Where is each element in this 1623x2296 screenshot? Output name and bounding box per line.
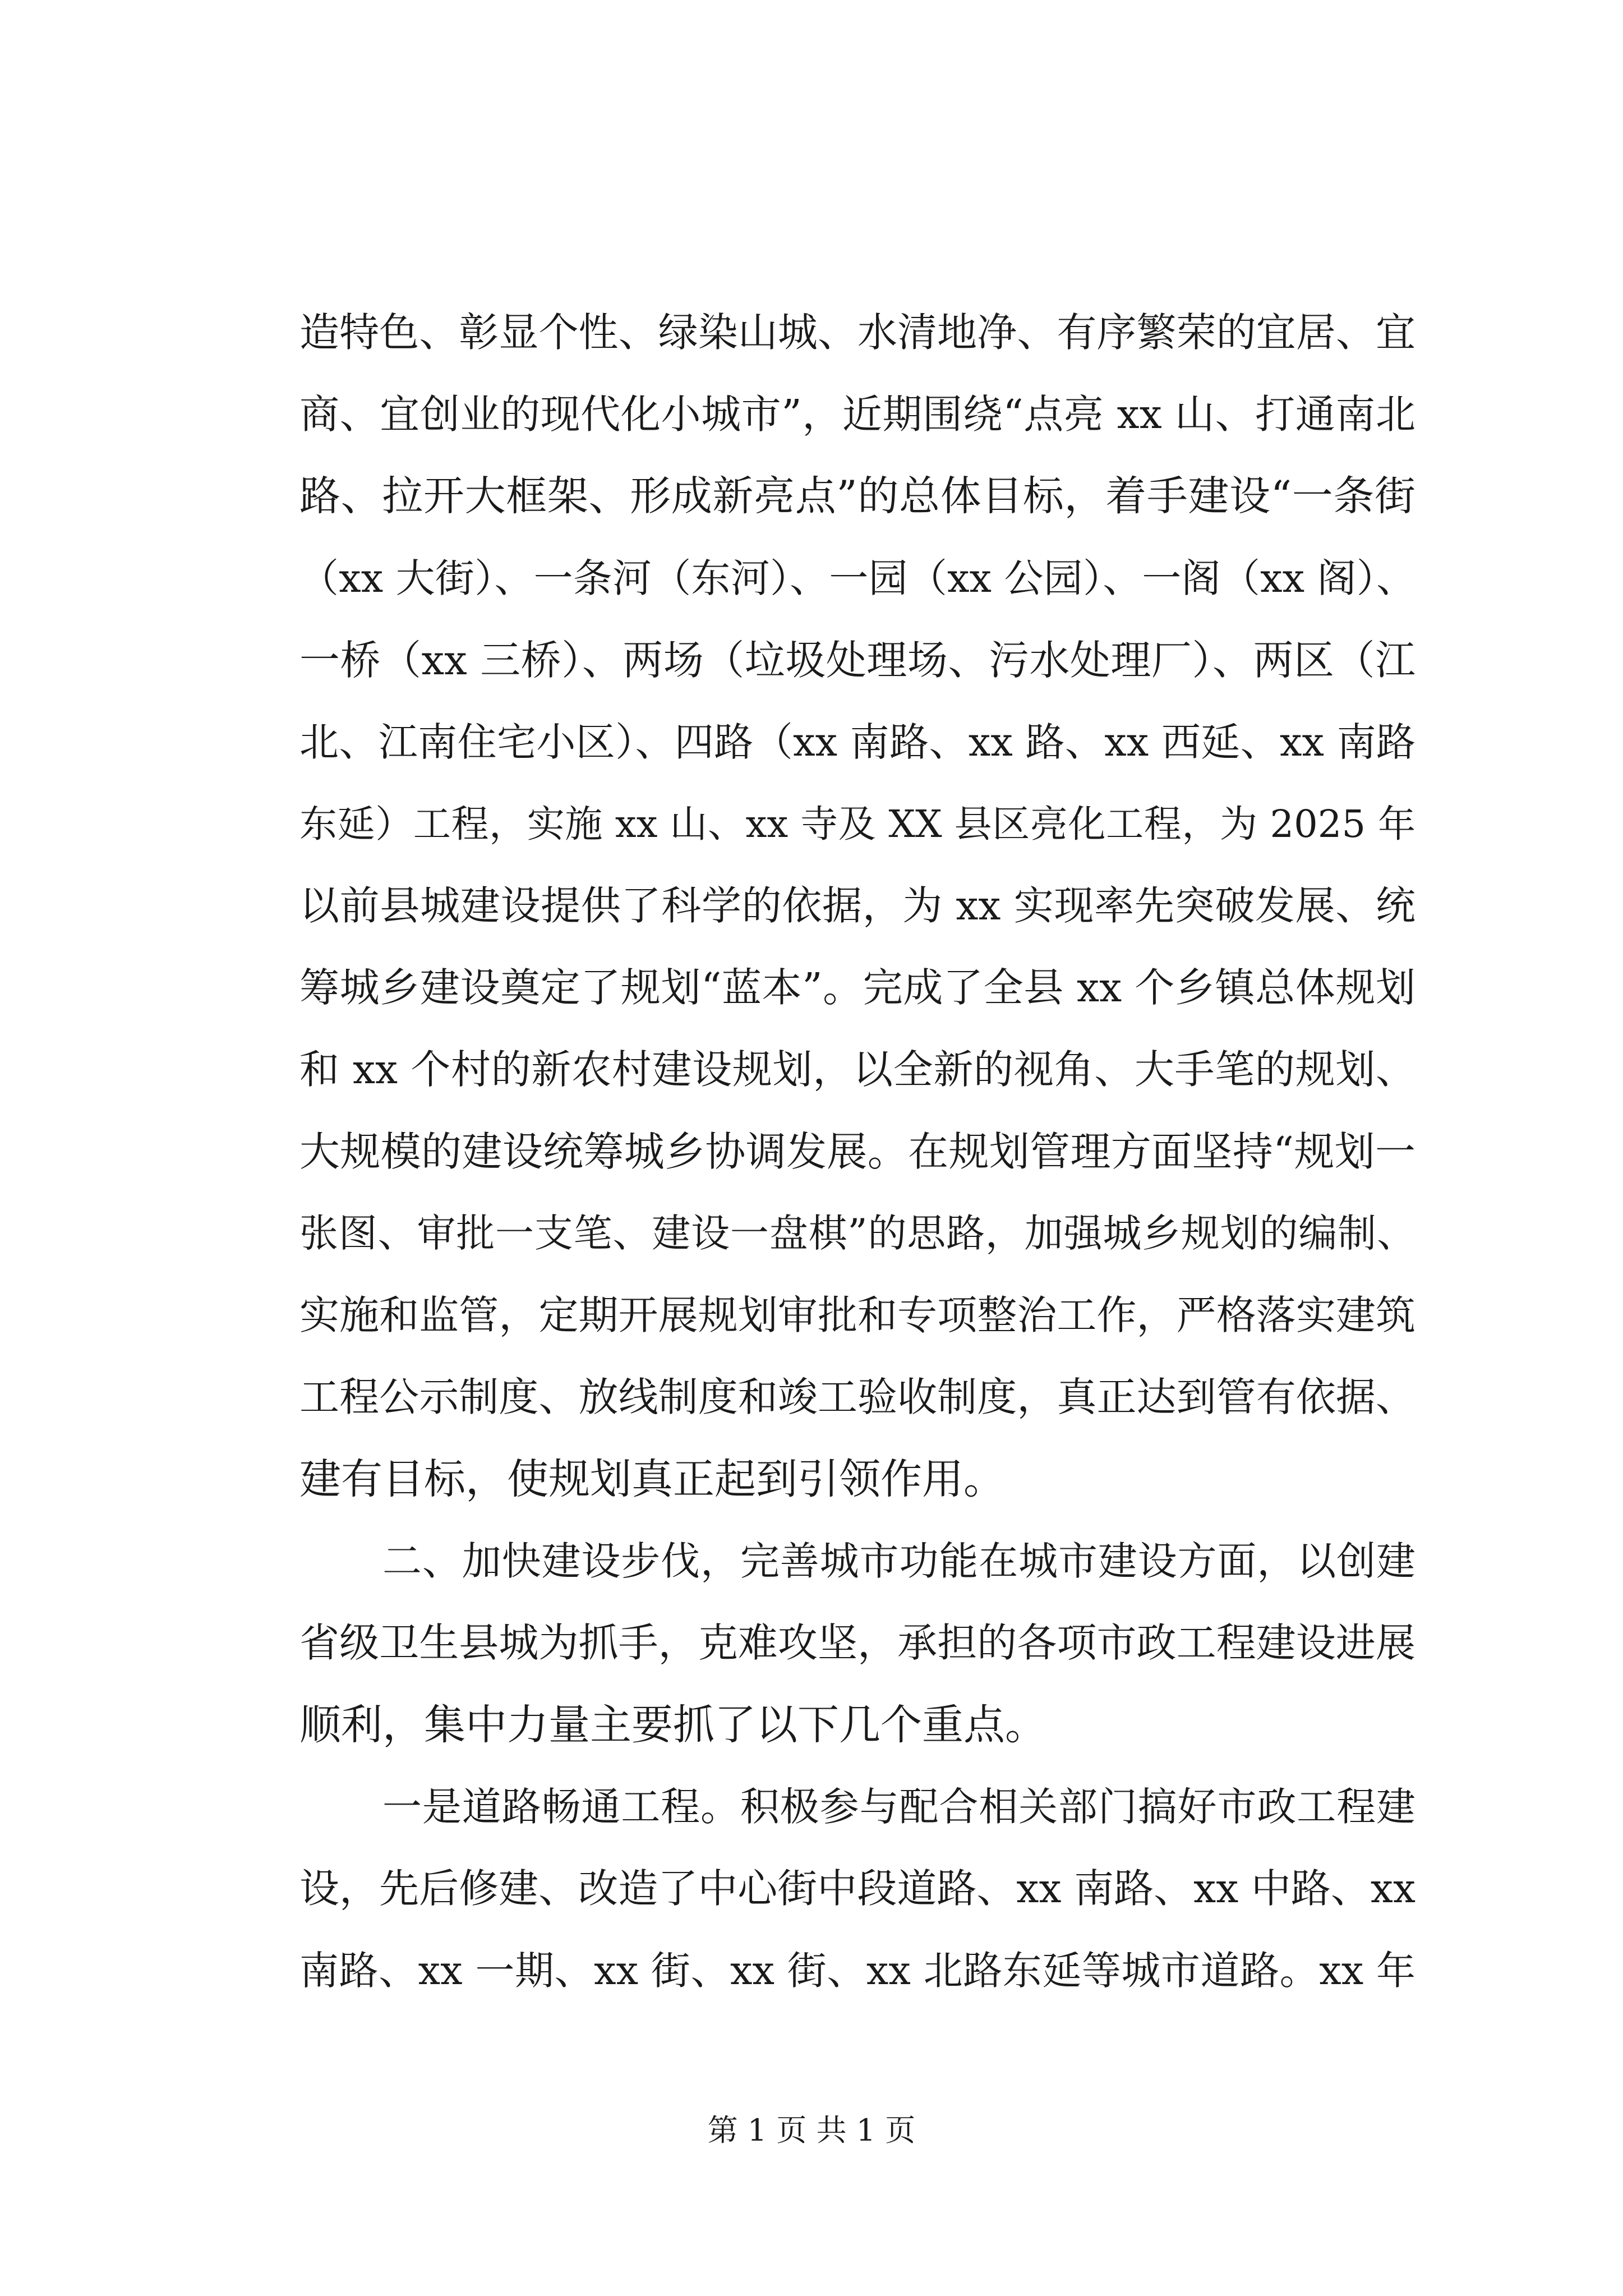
text-line: 东延）工程，实施 xx 山、xx 寺及 XX 县区亮化工程，为 2025 年: [299, 802, 1415, 846]
text-line: 建有目标，使规划真正起到引领作用。: [299, 1455, 1005, 1503]
text-line: 设，先后修建、改造了中心街中段道路、xx 南路、xx 中路、xx: [299, 1865, 1415, 1912]
document-body: [299, 292, 1415, 2012]
text-line: 实施和监管，定期开展规划审批和专项整治工作，严格落实建筑: [299, 1292, 1415, 1338]
text-line: 南路、xx 一期、xx 街、xx 街、xx 北路东延等城市道路。xx 年: [299, 1948, 1415, 1994]
text-line: 大规模的建设统筹城乡协调发展。在规划管理方面坚持“规划一: [299, 1128, 1415, 1175]
text-line: 路、拉开大框架、形成新亮点”的总体目标，着手建设“一条街: [299, 472, 1415, 520]
text-line: 顺利，集中力量主要抓了以下几个重点。: [299, 1701, 1046, 1749]
text-line: （xx 大街）、一条河（东河）、一园（xx 公园）、一阁（xx 阁）、: [299, 555, 1415, 601]
paragraph: [299, 292, 1415, 1520]
text-line: 一是道路畅通工程。积极参与配合相关部门搞好市政工程建: [382, 1784, 1415, 1830]
paragraph: [299, 1766, 1415, 2012]
text-line: 省级卫生县城为抓手，克难攻坚，承担的各项市政工程建设进展: [299, 1619, 1415, 1666]
text-line: 张图、审批一支笔、建设一盘棋”的思路，加强城乡规划的编制、: [299, 1211, 1415, 1256]
paragraph: [299, 1520, 1415, 1766]
page-footer: 第 1 页 共 1 页: [707, 2113, 916, 2148]
text-line: 一桥（xx 三桥）、两场（垃圾处理场、污水处理厂）、两区（江: [299, 637, 1415, 684]
text-line: 筹城乡建设奠定了规划“蓝本”。完成了全县 xx 个乡镇总体规划: [299, 964, 1415, 1011]
text-line: 二、加快建设步伐，完善城市功能在城市建设方面，以创建: [382, 1538, 1415, 1584]
text-line: 和 xx 个村的新农村建设规划，以全新的视角、大手笔的规划、: [299, 1046, 1415, 1093]
text-line: 工程公示制度、放线制度和竣工验收制度，真正达到管有依据、: [299, 1374, 1415, 1420]
text-line: 以前县城建设提供了科学的依据，为 xx 实现率先突破发展、统: [299, 882, 1415, 929]
text-line: 造特色、彰显个性、绿染山城、水清地净、有序繁荣的宜居、宜: [299, 309, 1415, 356]
text-line: 商、宜创业的现代化小城市”，近期围绕“点亮 xx 山、打通南北: [299, 391, 1415, 438]
text-line: 北、江南住宅小区）、四路（xx 南路、xx 路、xx 西延、xx 南路: [299, 719, 1415, 765]
